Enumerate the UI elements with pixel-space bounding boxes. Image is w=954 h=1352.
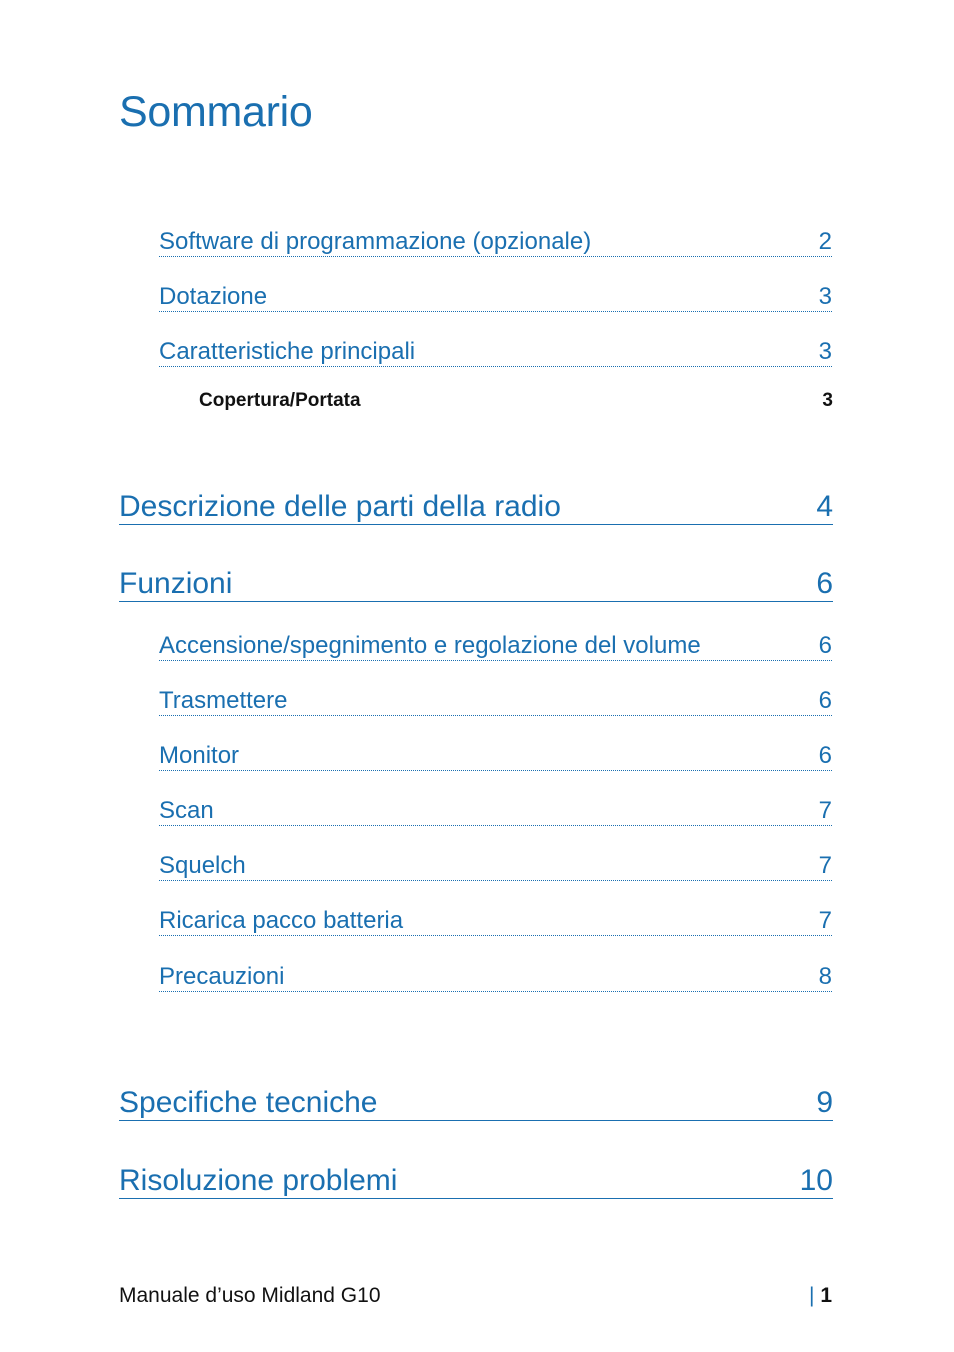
- footer-manual-title: Manuale d’uso Midland G10: [119, 1284, 381, 1307]
- toc-entry-page: 6: [818, 687, 832, 714]
- toc-entry-label: Squelch: [159, 852, 246, 879]
- footer-separator: |: [809, 1284, 815, 1307]
- toc-entry-page: 4: [816, 490, 833, 523]
- toc-entry-page: 3: [818, 338, 832, 365]
- toc-entry-descrizione[interactable]: [119, 486, 833, 525]
- toc-entry-page: 3: [822, 390, 833, 411]
- toc-entry-page: 6: [818, 742, 832, 769]
- toc-entry-trasmettere[interactable]: [159, 685, 832, 716]
- toc-entry-label: Copertura/Portata: [199, 390, 361, 411]
- toc-entry-monitor[interactable]: [159, 740, 832, 771]
- toc-entry-page: 10: [799, 1164, 833, 1197]
- toc-entry-page: 7: [818, 797, 832, 824]
- footer-page-indicator: [809, 1284, 832, 1308]
- toc-entry-ricarica[interactable]: [159, 905, 832, 936]
- toc-entry-page: 6: [816, 567, 833, 600]
- toc-entry-label: Software di programmazione (opzionale): [159, 228, 592, 255]
- toc-entry-specifiche[interactable]: [119, 1082, 833, 1121]
- toc-entry-caratteristiche[interactable]: [159, 336, 832, 367]
- toc-entry-label: Dotazione: [159, 283, 268, 310]
- toc-entry-page: 9: [816, 1086, 833, 1119]
- toc-entry-page: 7: [818, 907, 832, 934]
- toc-entry-page: 7: [818, 852, 832, 879]
- toc-entry-label: Ricarica pacco batteria: [159, 907, 404, 934]
- toc-entry-dotazione[interactable]: [159, 281, 832, 312]
- toc-entry-label: Accensione/spegnimento e regolazione del volume: [159, 632, 701, 659]
- toc-entry-page: 8: [818, 963, 832, 990]
- toc-entry-page: 2: [818, 228, 832, 255]
- toc-entry-scan[interactable]: [159, 795, 832, 826]
- toc-entry-label: Monitor: [159, 742, 240, 769]
- toc-entry-funzioni[interactable]: [119, 563, 833, 602]
- toc-entry-label: Scan: [159, 797, 214, 824]
- toc-entry-label: Specifiche tecniche: [119, 1086, 378, 1119]
- page-title: Sommario: [119, 88, 313, 136]
- toc-entry-label: Descrizione delle parti della radio: [119, 490, 561, 523]
- toc-entry-accensione[interactable]: [159, 630, 832, 661]
- footer-page-number: 1: [820, 1284, 832, 1307]
- toc-entry-risoluzione[interactable]: [119, 1160, 833, 1199]
- page-footer: [119, 1284, 832, 1308]
- toc-entry-precauzioni[interactable]: [159, 961, 832, 992]
- toc-entry-label: Funzioni: [119, 567, 233, 600]
- toc-entry-copertura[interactable]: [199, 386, 833, 412]
- toc-entry-label: Trasmettere: [159, 687, 288, 714]
- toc-entry-software[interactable]: [159, 226, 832, 257]
- toc-entry-page: 6: [818, 632, 832, 659]
- toc-entry-label: Risoluzione problemi: [119, 1164, 398, 1197]
- toc-entry-squelch[interactable]: [159, 850, 832, 881]
- toc-entry-label: Precauzioni: [159, 963, 285, 990]
- toc-entry-label: Caratteristiche principali: [159, 338, 416, 365]
- toc-entry-page: 3: [818, 283, 832, 310]
